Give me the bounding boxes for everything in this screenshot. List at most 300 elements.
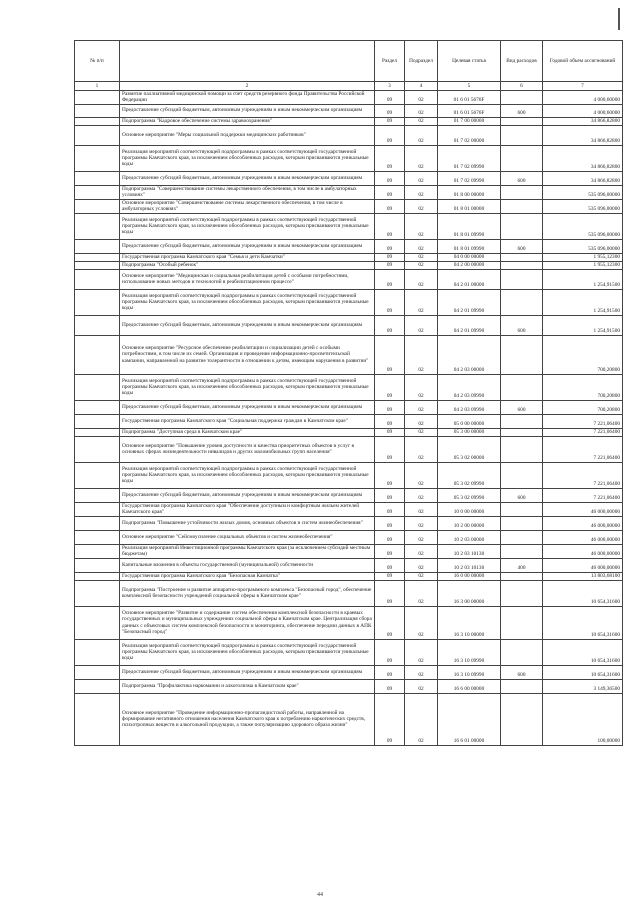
row-expense-type: 400 <box>501 558 543 572</box>
row-number <box>75 374 120 400</box>
row-podrazdel: 02 <box>405 269 438 289</box>
table-row <box>75 558 623 572</box>
column-number: 7 <box>543 82 623 91</box>
row-expense-type <box>501 261 543 269</box>
table-row <box>75 580 623 606</box>
row-name: Подпрограмма "Повышение устойчивости жилых домов, основных объектов и систем жизнеобеспечения" <box>120 516 375 530</box>
row-expense-type <box>501 117 543 125</box>
row-number <box>75 335 120 374</box>
row-amount: 700,20800 <box>543 400 623 414</box>
row-expense-type <box>501 502 543 516</box>
row-name: Государственная программа Камчатского края "Социальная поддержка граждан в Камчатском крае" <box>120 414 375 428</box>
column-number-row <box>75 82 623 91</box>
row-razdel: 09 <box>375 253 405 261</box>
row-expense-type: 600 <box>501 171 543 185</box>
row-podrazdel: 02 <box>405 91 438 105</box>
column-number: 3 <box>375 82 405 91</box>
row-amount: 34 866,82800 <box>543 125 623 145</box>
table-row <box>75 414 623 428</box>
header-amount: Годовой объем ассигнований <box>543 41 623 82</box>
row-target-item: 16 6 01 00000 <box>438 693 501 745</box>
row-number <box>75 213 120 239</box>
row-number <box>75 269 120 289</box>
row-target-item: 01 8 00 00000 <box>438 185 501 199</box>
row-expense-type <box>501 213 543 239</box>
row-podrazdel: 02 <box>405 374 438 400</box>
row-name: Основное мероприятие "Проведение информационно-пропагандистской работы, направленной на формирование негативного отношения населения Камчатского края к потреблению наркотических средств, психотропных веществ и алкогольной продукции, а также популяризацию здорового образа жизни" <box>120 693 375 745</box>
row-name: Основное мероприятие "Ресурсное обеспечение реабилитации и социализации детей с особыми потребностями, в том числе их семей. Организация и проведение информационно-просветительской кампании, направленной на развитие толерантности в отношении к детям, имеющим нарушения в развитии" <box>120 335 375 374</box>
row-number <box>75 428 120 436</box>
row-number <box>75 693 120 745</box>
row-number <box>75 558 120 572</box>
table-row <box>75 572 623 580</box>
row-podrazdel: 02 <box>405 606 438 639</box>
row-number <box>75 679 120 693</box>
row-number <box>75 253 120 261</box>
row-name: Реализация мероприятий Инвестиционной программы Камчатского края (за исключением субсидий местным бюджетам) <box>120 544 375 558</box>
row-number <box>75 125 120 145</box>
row-expense-type <box>501 289 543 315</box>
row-expense-type <box>501 679 543 693</box>
row-name: Предоставление субсидий бюджетным, автономным учреждениям и иным некоммерческим организациям <box>120 239 375 253</box>
header-name <box>120 41 375 82</box>
row-target-item: 01 8 01 09990 <box>438 239 501 253</box>
row-name: Реализация мероприятий соответствующей подпрограммы в рамках соответствующей государственной программы Камчатского края, за исключением обособленных расходов, которым присваиваются уникальные коды <box>120 289 375 315</box>
row-amount: 1 254,91500 <box>543 289 623 315</box>
table-row <box>75 125 623 145</box>
table-row <box>75 488 623 502</box>
row-podrazdel: 02 <box>405 639 438 665</box>
row-podrazdel: 02 <box>405 580 438 606</box>
row-target-item: 10 0 00 00000 <box>438 502 501 516</box>
row-amount: 7 221,06400 <box>543 436 623 462</box>
row-number <box>75 185 120 199</box>
row-razdel: 09 <box>375 261 405 269</box>
row-target-item: 04 2 03 09990 <box>438 400 501 414</box>
row-target-item: 01 6 01 5676F <box>438 104 501 117</box>
row-razdel: 09 <box>375 580 405 606</box>
column-number: 6 <box>501 82 543 91</box>
row-amount: 46 000,00000 <box>543 544 623 558</box>
row-razdel: 09 <box>375 125 405 145</box>
row-expense-type: 600 <box>501 400 543 414</box>
row-name: Предоставление субсидий бюджетным, автономным учреждениям и иным некоммерческим организациям <box>120 400 375 414</box>
row-amount: 535 096,00000 <box>543 185 623 199</box>
table-row <box>75 502 623 516</box>
row-amount: 535 096,00000 <box>543 213 623 239</box>
row-target-item: 05 3 00 00000 <box>438 428 501 436</box>
row-amount: 4 000,60000 <box>543 104 623 117</box>
table-row <box>75 335 623 374</box>
row-name: Реализация мероприятий соответствующей подпрограммы в рамках соответствующей государственной программы Камчатского края, за исключением обособленных расходов, которым присваиваются уникальные коды <box>120 145 375 171</box>
row-razdel: 09 <box>375 572 405 580</box>
row-amount: 10 654,31600 <box>543 606 623 639</box>
row-expense-type: 600 <box>501 665 543 679</box>
row-podrazdel: 02 <box>405 558 438 572</box>
row-number <box>75 530 120 544</box>
row-expense-type <box>501 199 543 213</box>
row-expense-type <box>501 269 543 289</box>
row-number <box>75 462 120 488</box>
table-row <box>75 462 623 488</box>
row-razdel: 09 <box>375 502 405 516</box>
row-name: Капитальные вложения в объекты государственной (муниципальной) собственности <box>120 558 375 572</box>
row-name: Предоставление субсидий бюджетным, автономным учреждениям и иным некоммерческим организациям <box>120 488 375 502</box>
row-podrazdel: 02 <box>405 125 438 145</box>
row-target-item: 01 7 02 09990 <box>438 171 501 185</box>
row-razdel: 09 <box>375 145 405 171</box>
row-podrazdel: 02 <box>405 185 438 199</box>
row-target-item: 16 3 10 09990 <box>438 639 501 665</box>
row-expense-type <box>501 91 543 105</box>
header-row <box>75 41 623 82</box>
row-expense-type <box>501 639 543 665</box>
table-body <box>75 91 623 746</box>
table-row <box>75 289 623 315</box>
table-row <box>75 530 623 544</box>
row-podrazdel: 02 <box>405 428 438 436</box>
row-expense-type <box>501 462 543 488</box>
row-razdel: 09 <box>375 544 405 558</box>
row-podrazdel: 02 <box>405 530 438 544</box>
row-target-item: 01 8 01 09990 <box>438 213 501 239</box>
row-number <box>75 639 120 665</box>
table-row <box>75 199 623 213</box>
row-podrazdel: 02 <box>405 335 438 374</box>
row-expense-type <box>501 374 543 400</box>
table-row <box>75 261 623 269</box>
row-expense-type: 600 <box>501 488 543 502</box>
row-podrazdel: 02 <box>405 253 438 261</box>
header-expense-type: Вид расходов <box>501 41 543 82</box>
budget-table <box>74 40 623 746</box>
row-podrazdel: 02 <box>405 436 438 462</box>
row-expense-type: 600 <box>501 104 543 117</box>
row-name: Основное мероприятие "Повышение уровня доступности и качества приоритетных объектов и услуг в основных сферах жизнедеятельности инвалидов и других маломобильных групп населения" <box>120 436 375 462</box>
row-number <box>75 502 120 516</box>
row-razdel: 09 <box>375 315 405 335</box>
row-amount: 535 096,00000 <box>543 239 623 253</box>
row-razdel: 09 <box>375 414 405 428</box>
row-target-item: 05 0 00 00000 <box>438 414 501 428</box>
row-amount: 7 221,06400 <box>543 462 623 488</box>
row-podrazdel: 02 <box>405 679 438 693</box>
row-amount: 1 254,91500 <box>543 269 623 289</box>
row-amount: 46 000,00000 <box>543 530 623 544</box>
row-name: Подпрограмма "Совершенствование системы лекарственного обеспечения, в том числе в амбулаторных условиях" <box>120 185 375 199</box>
table-row <box>75 104 623 117</box>
row-podrazdel: 02 <box>405 289 438 315</box>
row-number <box>75 289 120 315</box>
row-podrazdel: 02 <box>405 239 438 253</box>
row-target-item: 01 7 02 00000 <box>438 125 501 145</box>
row-razdel: 09 <box>375 289 405 315</box>
row-expense-type <box>501 572 543 580</box>
table-row <box>75 145 623 171</box>
row-number <box>75 606 120 639</box>
row-target-item: 04 2 03 09990 <box>438 374 501 400</box>
row-podrazdel: 02 <box>405 516 438 530</box>
row-amount: 46 000,00000 <box>543 502 623 516</box>
table-row <box>75 606 623 639</box>
row-name: Развитие паллиативной медицинской помощи за счет средств резервного фонда Правительства Российской Федерации <box>120 91 375 105</box>
row-name: Основное мероприятие "Медицинская и социальная реабилитация детей с особыми потребностями, использование новых методов и технологий в реабилитационном процессе" <box>120 269 375 289</box>
row-amount: 1 955,12300 <box>543 261 623 269</box>
row-name: Реализация мероприятий соответствующей подпрограммы в рамках соответствующей государственной программы Камчатского края, за исключением обособленных расходов, которым присваиваются уникальные коды <box>120 639 375 665</box>
row-number <box>75 117 120 125</box>
row-expense-type <box>501 606 543 639</box>
row-podrazdel: 02 <box>405 502 438 516</box>
table-row <box>75 117 623 125</box>
row-target-item: 04 0 00 00000 <box>438 253 501 261</box>
row-expense-type <box>501 530 543 544</box>
row-target-item: 16 3 10 09990 <box>438 665 501 679</box>
row-name: Государственная программа Камчатского края "Обеспечение доступным и комфортным жильем жителей Камчатского края" <box>120 502 375 516</box>
row-name: Государственная программа Камчатского края "Семья и дети Камчатки" <box>120 253 375 261</box>
row-target-item: 10 2 00 00000 <box>438 516 501 530</box>
row-expense-type <box>501 516 543 530</box>
row-podrazdel: 02 <box>405 117 438 125</box>
row-number <box>75 572 120 580</box>
row-target-item: 16 6 00 00000 <box>438 679 501 693</box>
row-target-item: 04 2 01 00000 <box>438 269 501 289</box>
row-amount: 46 000,00000 <box>543 558 623 572</box>
row-target-item: 10 2 03 10130 <box>438 558 501 572</box>
column-number: 2 <box>120 82 375 91</box>
row-target-item: 05 3 02 09990 <box>438 488 501 502</box>
row-name: Предоставление субсидий бюджетным, автономным учреждениям и иным некоммерческим организациям <box>120 171 375 185</box>
row-target-item: 10 2 03 10130 <box>438 544 501 558</box>
row-target-item: 04 2 01 09990 <box>438 289 501 315</box>
row-name: Предоставление субсидий бюджетным, автономным учреждениям и иным некоммерческим организациям <box>120 104 375 117</box>
row-razdel: 09 <box>375 516 405 530</box>
row-target-item: 05 3 02 00000 <box>438 436 501 462</box>
table-row <box>75 213 623 239</box>
row-razdel: 09 <box>375 400 405 414</box>
row-target-item: 05 3 02 09990 <box>438 462 501 488</box>
row-razdel: 09 <box>375 530 405 544</box>
row-amount: 700,20800 <box>543 335 623 374</box>
table-row <box>75 374 623 400</box>
scan-mark <box>618 8 620 30</box>
row-expense-type <box>501 185 543 199</box>
row-razdel: 09 <box>375 239 405 253</box>
row-name: Реализация мероприятий соответствующей подпрограммы в рамках соответствующей государственной программы Камчатского края, за исключением обособленных расходов, которым присваиваются уникальные коды <box>120 213 375 239</box>
row-amount: 1 955,12300 <box>543 253 623 261</box>
row-amount: 10 654,31600 <box>543 639 623 665</box>
row-razdel: 09 <box>375 213 405 239</box>
row-number <box>75 400 120 414</box>
row-number <box>75 516 120 530</box>
row-number <box>75 261 120 269</box>
table-row <box>75 91 623 105</box>
row-podrazdel: 02 <box>405 171 438 185</box>
row-amount: 7 221,06400 <box>543 414 623 428</box>
row-amount: 10 654,31600 <box>543 580 623 606</box>
row-razdel: 09 <box>375 606 405 639</box>
row-razdel: 09 <box>375 199 405 213</box>
row-target-item: 01 8 01 00000 <box>438 199 501 213</box>
row-podrazdel: 02 <box>405 213 438 239</box>
row-amount: 7 221,06400 <box>543 428 623 436</box>
row-expense-type <box>501 125 543 145</box>
row-number <box>75 239 120 253</box>
row-podrazdel: 02 <box>405 665 438 679</box>
column-number: 5 <box>438 82 501 91</box>
row-razdel: 09 <box>375 665 405 679</box>
table-row <box>75 253 623 261</box>
table-row <box>75 171 623 185</box>
table-row <box>75 693 623 745</box>
row-expense-type <box>501 436 543 462</box>
row-podrazdel: 02 <box>405 315 438 335</box>
header-podrazdel: Подраздел <box>405 41 438 82</box>
row-amount: 3 149,36500 <box>543 679 623 693</box>
row-amount: 1 254,91500 <box>543 315 623 335</box>
row-name: Подпрограмма "Профилактика наркомании и алкоголизма в Камчатском крае" <box>120 679 375 693</box>
row-target-item: 04 2 03 00000 <box>438 335 501 374</box>
row-number <box>75 315 120 335</box>
column-number: 1 <box>75 82 120 91</box>
row-amount: 34 866,82800 <box>543 145 623 171</box>
row-target-item: 04 2 00 00000 <box>438 261 501 269</box>
row-expense-type <box>501 580 543 606</box>
row-number <box>75 544 120 558</box>
row-number <box>75 145 120 171</box>
row-expense-type <box>501 544 543 558</box>
row-amount: 46 000,00000 <box>543 516 623 530</box>
row-name: Подпрограмма "Особый ребенок" <box>120 261 375 269</box>
row-name: Подпрограмма "Построение и развитие аппаратно-программного комплекса "Безопасный город", обеспечение комплексной безопасности учреждений социальной сферы в Камчатском крае" <box>120 580 375 606</box>
row-expense-type <box>501 693 543 745</box>
row-razdel: 09 <box>375 185 405 199</box>
row-razdel: 09 <box>375 117 405 125</box>
row-amount: 7 221,06400 <box>543 488 623 502</box>
row-expense-type <box>501 428 543 436</box>
row-amount: 13 803,68100 <box>543 572 623 580</box>
table-row <box>75 315 623 335</box>
row-expense-type <box>501 414 543 428</box>
row-target-item: 16 0 00 00000 <box>438 572 501 580</box>
row-razdel: 09 <box>375 104 405 117</box>
row-amount: 34 866,82800 <box>543 171 623 185</box>
row-podrazdel: 02 <box>405 261 438 269</box>
row-razdel: 09 <box>375 462 405 488</box>
row-target-item: 01 6 01 5676F <box>438 91 501 105</box>
table-row <box>75 185 623 199</box>
header-target-item: Целевая статья <box>438 41 501 82</box>
table-row <box>75 544 623 558</box>
row-target-item: 01 7 02 09990 <box>438 145 501 171</box>
row-expense-type: 600 <box>501 239 543 253</box>
row-podrazdel: 02 <box>405 693 438 745</box>
row-razdel: 09 <box>375 428 405 436</box>
row-name: Основное мероприятие "Развитие и содержание систем обеспечения комплексной безопасности в краевых государственных и муниципальных учреждениях социальной сферы в Камчатском крае. Централизация сбора данных с объектовых систем комплексной безопасности и мониторинга, обеспечение передачи данных в АПК "Безопасный город" <box>120 606 375 639</box>
row-name: Предоставление субсидий бюджетным, автономным учреждениям и иным некоммерческим организациям <box>120 315 375 335</box>
row-amount: 700,20800 <box>543 374 623 400</box>
row-podrazdel: 02 <box>405 104 438 117</box>
row-name: Основное мероприятие "Совершенствование системы лекарственного обеспечения, в том числе в амбулаторных условиях" <box>120 199 375 213</box>
row-podrazdel: 02 <box>405 462 438 488</box>
row-razdel: 09 <box>375 91 405 105</box>
table-row <box>75 516 623 530</box>
row-amount: 4 000,60000 <box>543 91 623 105</box>
row-razdel: 09 <box>375 269 405 289</box>
row-number <box>75 414 120 428</box>
row-expense-type: 600 <box>501 315 543 335</box>
row-name: Основное мероприятие "Меры социальной поддержки медицинских работников" <box>120 125 375 145</box>
row-number <box>75 580 120 606</box>
row-podrazdel: 02 <box>405 145 438 171</box>
row-razdel: 09 <box>375 558 405 572</box>
row-target-item: 01 7 00 00000 <box>438 117 501 125</box>
row-name: Основное мероприятие "Сейсмоусиление социальных объектов и систем жизнеобеспечения" <box>120 530 375 544</box>
row-podrazdel: 02 <box>405 400 438 414</box>
header-num: № п/п <box>75 41 120 82</box>
row-podrazdel: 02 <box>405 544 438 558</box>
row-podrazdel: 02 <box>405 199 438 213</box>
row-amount: 535 096,00000 <box>543 199 623 213</box>
row-name: Реализация мероприятий соответствующей подпрограммы в рамках соответствующей государственной программы Камчатского края, за исключением обособленных расходов, которым присваиваются уникальные коды <box>120 462 375 488</box>
row-number <box>75 436 120 462</box>
row-number <box>75 488 120 502</box>
row-name: Подпрограмма "Доступная среда в Камчатском крае" <box>120 428 375 436</box>
row-podrazdel: 02 <box>405 488 438 502</box>
row-razdel: 09 <box>375 488 405 502</box>
row-number <box>75 665 120 679</box>
row-target-item: 16 3 10 00000 <box>438 606 501 639</box>
row-razdel: 09 <box>375 639 405 665</box>
row-expense-type <box>501 335 543 374</box>
row-target-item: 16 3 00 00000 <box>438 580 501 606</box>
column-number: 4 <box>405 82 438 91</box>
row-number <box>75 91 120 105</box>
row-name: Предоставление субсидий бюджетным, автономным учреждениям и иным некоммерческим организациям <box>120 665 375 679</box>
row-target-item: 04 2 01 09990 <box>438 315 501 335</box>
row-amount: 34 866,82800 <box>543 117 623 125</box>
row-amount: 10 654,31600 <box>543 665 623 679</box>
page-number: 44 <box>317 892 323 898</box>
table-row <box>75 639 623 665</box>
table-row <box>75 400 623 414</box>
table-row <box>75 239 623 253</box>
row-amount: 100,00000 <box>543 693 623 745</box>
table-row <box>75 436 623 462</box>
table-row <box>75 269 623 289</box>
row-target-item: 10 2 03 00000 <box>438 530 501 544</box>
row-name: Подпрограмма "Кадровое обеспечение системы здравоохранения" <box>120 117 375 125</box>
row-name: Реализация мероприятий соответствующей подпрограммы в рамках соответствующей государственной программы Камчатского края, за исключением обособленных расходов, которым присваиваются уникальные коды <box>120 374 375 400</box>
row-razdel: 09 <box>375 436 405 462</box>
row-razdel: 09 <box>375 679 405 693</box>
row-razdel: 09 <box>375 693 405 745</box>
row-podrazdel: 02 <box>405 414 438 428</box>
row-number <box>75 104 120 117</box>
row-expense-type <box>501 253 543 261</box>
table-row <box>75 679 623 693</box>
table-row <box>75 428 623 436</box>
row-podrazdel: 02 <box>405 572 438 580</box>
row-expense-type <box>501 145 543 171</box>
row-razdel: 09 <box>375 335 405 374</box>
row-name: Государственная программа Камчатского края "Безопасная Камчатка" <box>120 572 375 580</box>
header-razdel: Раздел <box>375 41 405 82</box>
table-row <box>75 665 623 679</box>
row-razdel: 09 <box>375 171 405 185</box>
row-number <box>75 171 120 185</box>
row-razdel: 09 <box>375 374 405 400</box>
row-number <box>75 199 120 213</box>
